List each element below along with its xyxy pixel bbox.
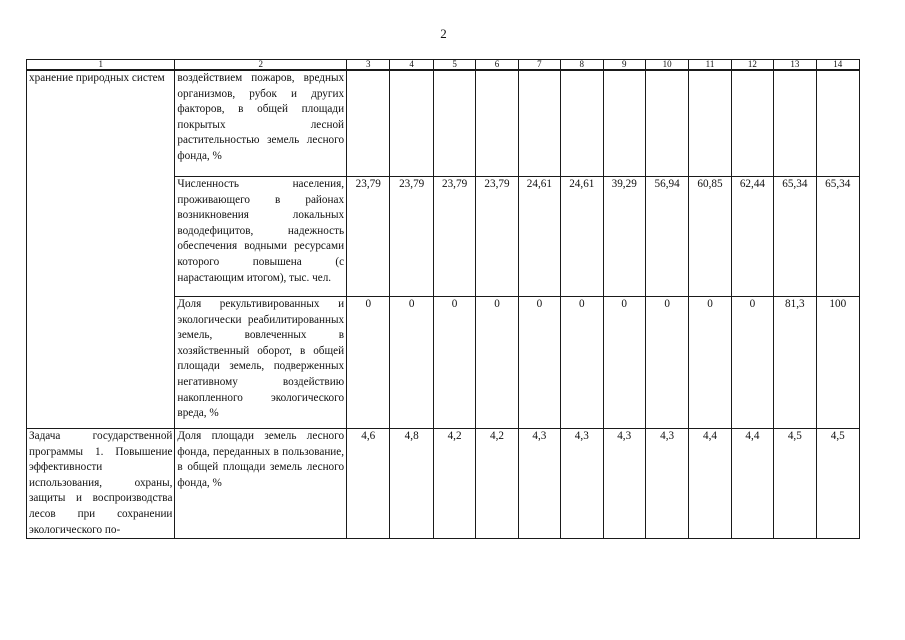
value-cell: 4,8	[390, 429, 433, 539]
value-cell	[731, 70, 773, 177]
value-cell: 39,29	[603, 177, 645, 297]
value-cell	[689, 70, 731, 177]
value-cell: 0	[645, 297, 688, 429]
task-cell: Задача государственной программы 1. Повышение эффективности использования, охраны, защиты и воспроизводства лесов при сохранении экологического по-	[27, 429, 175, 539]
indicators-table	[26, 59, 860, 539]
value-cell: 0	[603, 297, 645, 429]
value-cell: 0	[433, 297, 475, 429]
column-header: 10	[645, 60, 688, 71]
value-cell: 100	[816, 297, 859, 429]
value-cell: 0	[731, 297, 773, 429]
column-header: 7	[518, 60, 560, 71]
value-cell	[816, 70, 859, 177]
value-cell: 0	[390, 297, 433, 429]
value-cell: 81,3	[774, 297, 816, 429]
column-header: 8	[561, 60, 603, 71]
column-header: 9	[603, 60, 645, 71]
column-header: 14	[816, 60, 859, 71]
value-cell: 0	[689, 297, 731, 429]
value-cell: 65,34	[816, 177, 859, 297]
column-header: 6	[476, 60, 518, 71]
value-cell: 4,6	[347, 429, 390, 539]
value-cell: 4,2	[476, 429, 518, 539]
value-cell: 4,3	[645, 429, 688, 539]
value-cell: 62,44	[731, 177, 773, 297]
table-row	[27, 70, 860, 177]
value-cell: 65,34	[774, 177, 816, 297]
value-cell: 4,4	[689, 429, 731, 539]
value-cell: 24,61	[518, 177, 560, 297]
value-cell: 0	[561, 297, 603, 429]
value-cell: 4,2	[433, 429, 475, 539]
value-cell	[645, 70, 688, 177]
value-cell: 24,61	[561, 177, 603, 297]
column-header: 4	[390, 60, 433, 71]
table-row	[27, 429, 860, 539]
indicator-cell: Численность населения, проживающего в районах возникновения локальных вододефицитов, надежность обеспечения водными ресурсами которого повышена (с нарастающим итогом), тыс. чел.	[175, 177, 347, 297]
value-cell	[476, 70, 518, 177]
column-header: 12	[731, 60, 773, 71]
column-header: 5	[433, 60, 475, 71]
value-cell: 23,79	[390, 177, 433, 297]
column-header: 11	[689, 60, 731, 71]
indicator-cell: Доля рекультивированных и экологически реабилитированных земель, вовлеченных в хозяйственный оборот, в общей площади земель, подверженных негативному воздействию накопленного экологического вреда, %	[175, 297, 347, 429]
indicator-cell: Доля площади земель лесного фонда, переданных в пользование, в общей площади земель лесного фонда, %	[175, 429, 347, 539]
value-cell	[774, 70, 816, 177]
value-cell: 4,5	[816, 429, 859, 539]
column-header: 13	[774, 60, 816, 71]
value-cell: 0	[518, 297, 560, 429]
column-header: 2	[175, 60, 347, 71]
value-cell	[603, 70, 645, 177]
value-cell: 4,3	[603, 429, 645, 539]
value-cell	[561, 70, 603, 177]
column-numbers-row	[27, 60, 860, 71]
value-cell: 4,4	[731, 429, 773, 539]
value-cell	[433, 70, 475, 177]
value-cell: 56,94	[645, 177, 688, 297]
page-number: 2	[440, 26, 447, 41]
column-header: 3	[347, 60, 390, 71]
value-cell: 4,3	[561, 429, 603, 539]
value-cell	[390, 70, 433, 177]
task-cell-continued: хранение природных систем	[27, 70, 175, 429]
value-cell	[518, 70, 560, 177]
value-cell: 4,3	[518, 429, 560, 539]
value-cell: 0	[347, 297, 390, 429]
indicator-cell: воздействием пожаров, вредных организмов, рубок и других факторов, в общей площади покрытых лесной растительностью земель лесного фонда, %	[175, 70, 347, 177]
value-cell: 4,5	[774, 429, 816, 539]
value-cell: 23,79	[347, 177, 390, 297]
column-header: 1	[27, 60, 175, 71]
value-cell: 60,85	[689, 177, 731, 297]
value-cell	[347, 70, 390, 177]
value-cell: 0	[476, 297, 518, 429]
value-cell: 23,79	[476, 177, 518, 297]
value-cell: 23,79	[433, 177, 475, 297]
